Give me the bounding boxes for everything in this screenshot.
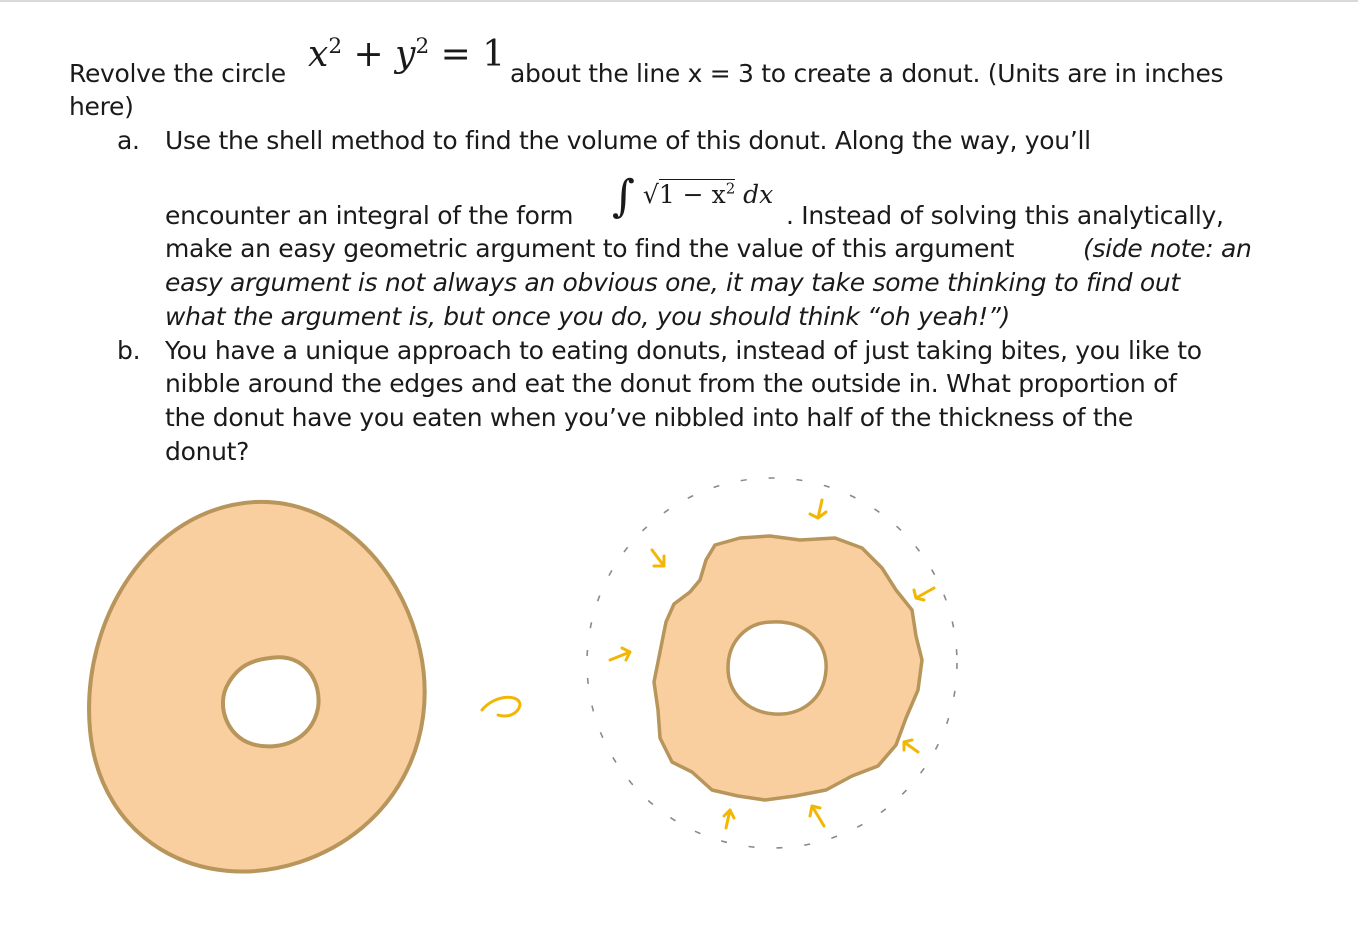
part-a-marker: a.: [117, 126, 140, 155]
transition-arrow: [482, 697, 520, 716]
arrow-icon-right: [914, 588, 934, 600]
side-note-line1: (side note: an: [1083, 234, 1252, 263]
intro-text-after: about the line x = 3 to create a donut. (Units are in inches: [510, 59, 1224, 88]
arrow-icon-bottom: [810, 806, 824, 826]
arrow-icon-top: [810, 500, 826, 518]
part-b-line3: the donut have you eaten when you’ve nibbled into half of the thickness of the: [165, 403, 1133, 432]
part-a-line2-after: . Instead of solving this analytically,: [786, 201, 1224, 230]
circle-equation: $x^2 + y^2 = 1$: [308, 34, 506, 75]
integral-expression: ∫ $√1 - x^2$ dx: [612, 171, 774, 222]
part-a-line2-before: encounter an integral of the form: [165, 201, 574, 230]
arrow-icon-bottom-right: [904, 740, 918, 752]
part-a-line1: Use the shell method to find the volume of this donut. Along the way, you’ll: [165, 126, 1091, 155]
whole-donut: [89, 502, 425, 872]
side-note-line3: what the argument is, but once you do, you should think “oh yeah!”): [165, 302, 1010, 331]
intro-text-before: Revolve the circle: [69, 59, 286, 88]
intro-text-line2: here): [69, 92, 134, 121]
part-b-marker: b.: [117, 336, 141, 365]
part-b-line4: donut?: [165, 437, 250, 466]
part-b-line1: You have a unique approach to eating donuts, instead of just taking bites, you like to: [165, 336, 1202, 365]
part-a-line3: make an easy geometric argument to find the value of this argument: [165, 234, 1015, 263]
arrow-icon-top-left: [652, 550, 664, 566]
arrow-icon-left: [610, 648, 630, 660]
side-note-line2: easy argument is not always an obvious one, it may take some thinking to find out: [165, 268, 1180, 297]
arrow-icon-bottom-left: [724, 810, 734, 828]
nibbled-donut: [654, 536, 922, 800]
part-b-line2: nibble around the edges and eat the donut from the outside in. What proportion of: [165, 369, 1177, 398]
